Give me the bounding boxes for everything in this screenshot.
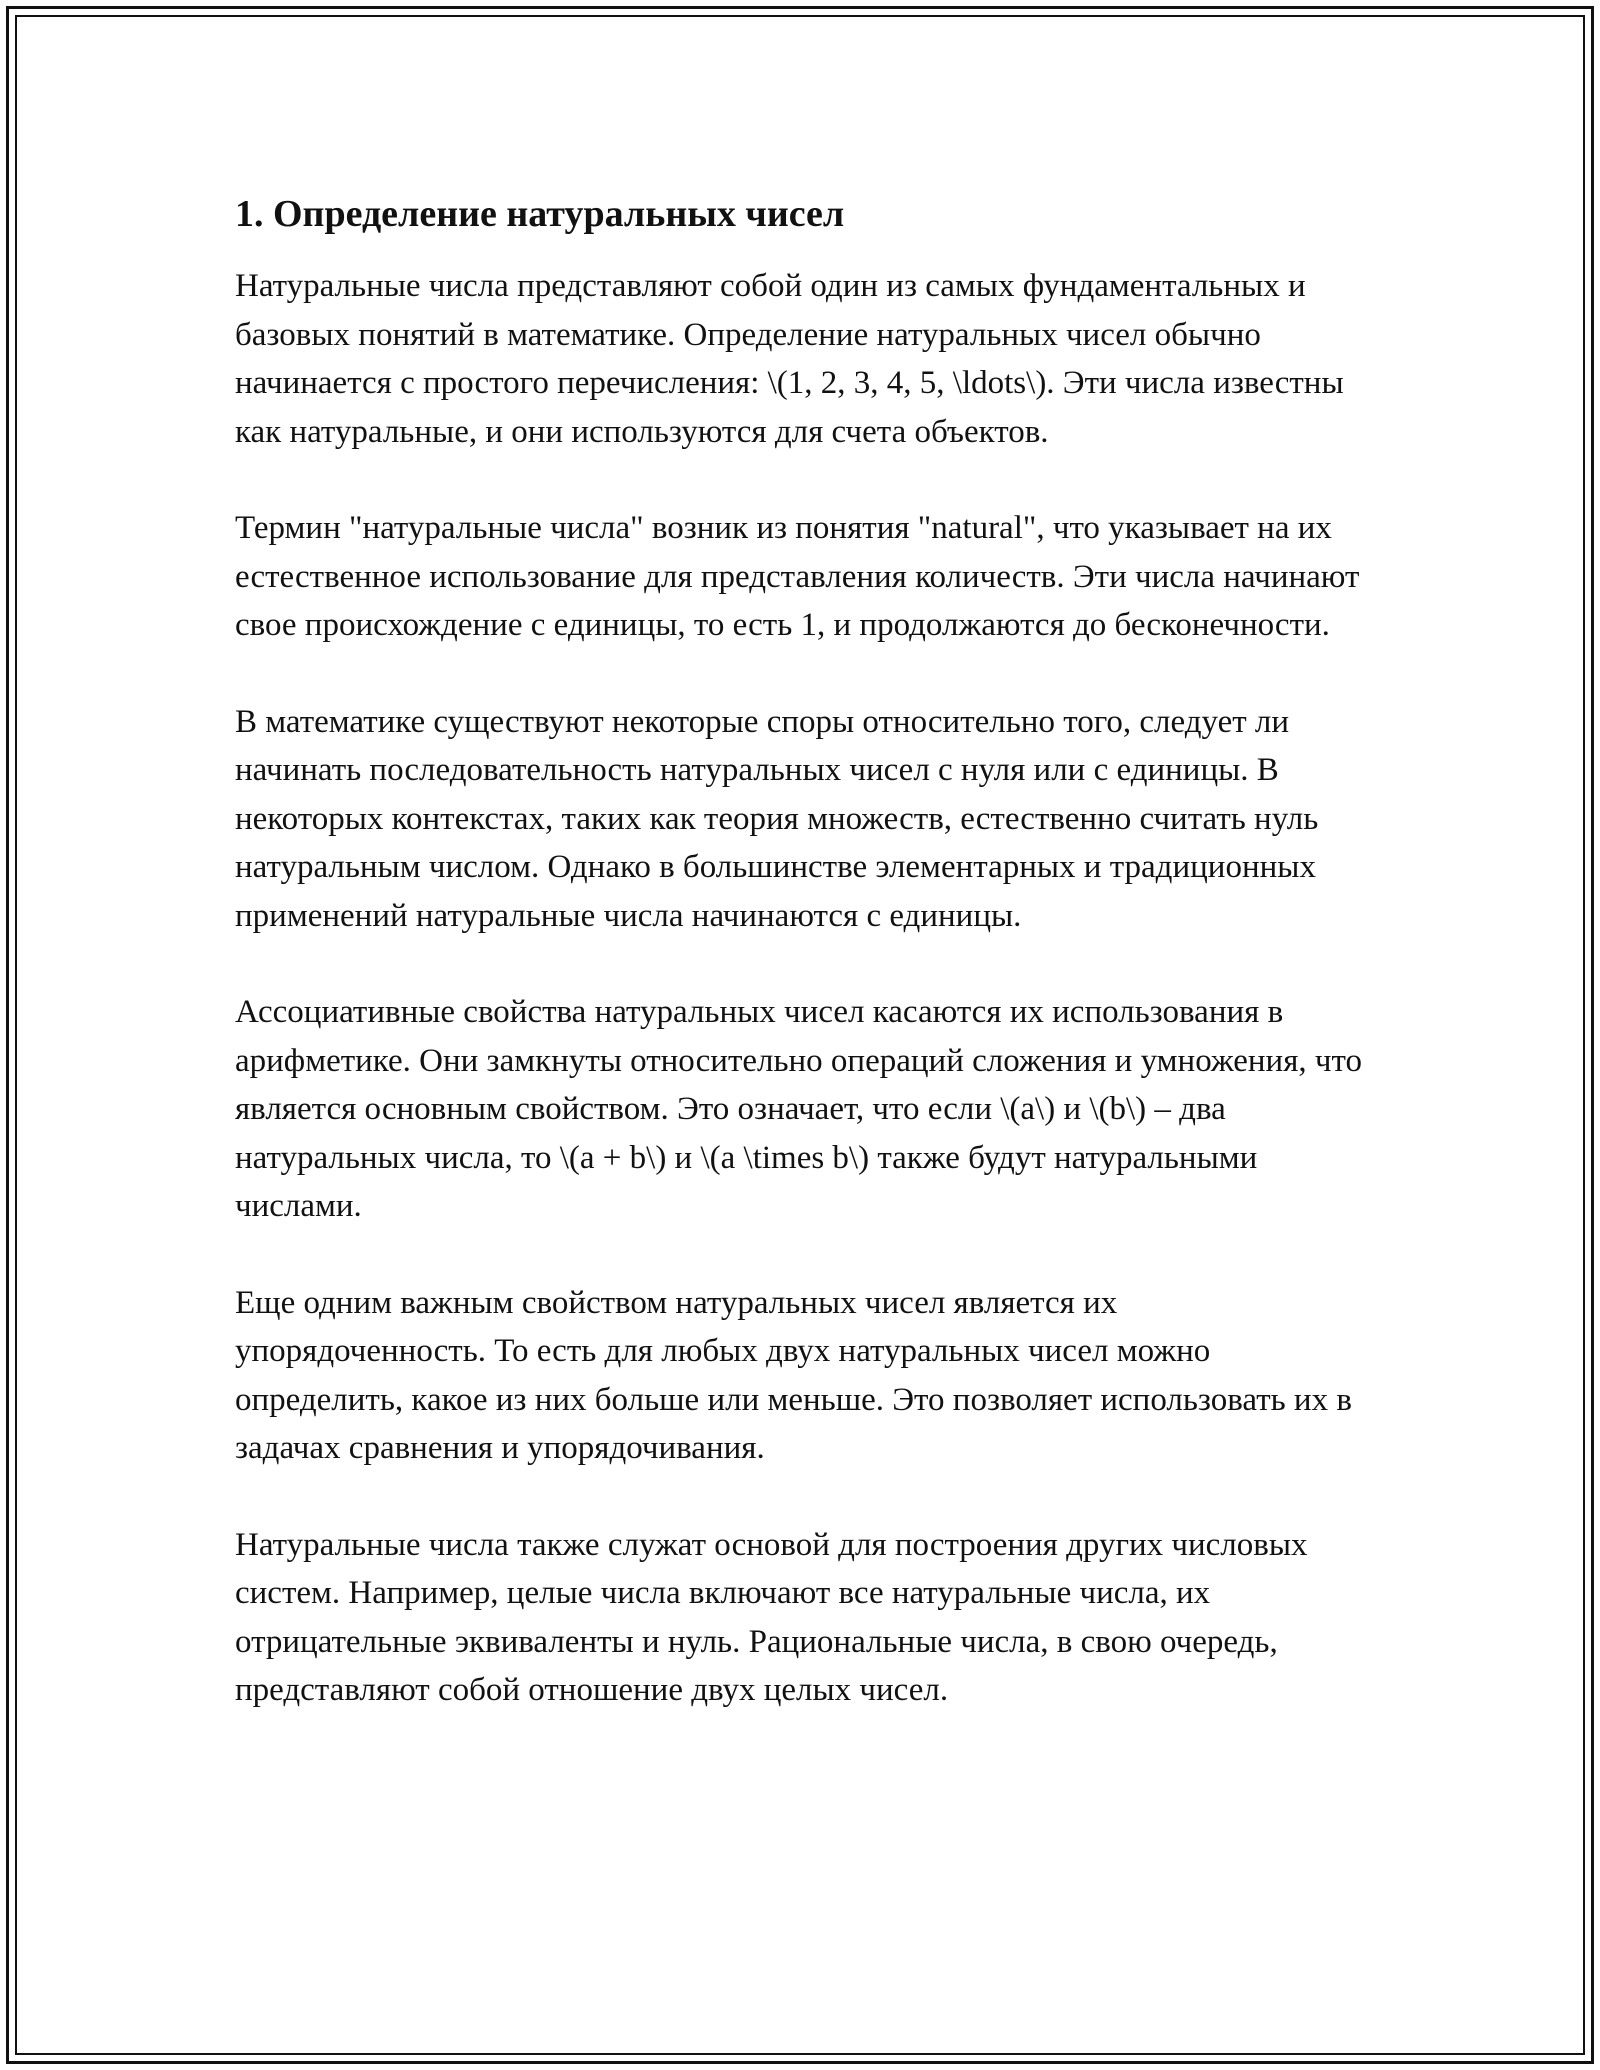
section-heading: 1. Определение натуральных чисел [235,193,845,235]
paragraph-zero-debate: В математике существуют некоторые споры относительно того, следует ли начинать последовательность натуральных чисел с нуля или с единицы. В некоторых контекстах, таких как теория множеств, естественно считать нуль натуральным числом. Однако в большинстве элементарных и традиционных применений натуральные числа начинаются с единицы. [235,703,1319,934]
document-body [235,188,1375,1763]
paragraph-number-systems: Натуральные числа также служат основой для построения других числовых систем. Например, целые числа включают все натуральные числа, их отрицательные эквиваленты и нуль. Рациональные числа, в свою очередь, представляют собой отношение двух целых чисел. [235,1526,1308,1708]
paragraph-term-origin: Термин "натуральные числа" возник из понятия "natural", что указывает на их естественное использование для представления количеств. Эти числа начинают свое происхождение с единицы, то есть 1, и продолжаются до бесконечности. [235,510,1360,643]
paragraph-ordering: Еще одним важным свойством натуральных чисел является их упорядоченность. То есть для любых двух натуральных чисел можно определить, какое из них больше или меньше. Это позволяет использовать их в задачах сравнения и упорядочивания. [235,1284,1352,1466]
paragraph-definition: Натуральные числа представляют собой один из самых фундаментальных и базовых понятий в математике. Определение натуральных чисел обычно начинается с простого перечисления: \(1, 2, 3, 4, 5, \ldots\). Эти числа известны как натуральные, и они используются для счета объектов. [235,268,1344,450]
paragraph-associative-properties: Ассоциативные свойства натуральных чисел касаются их использования в арифметике. Они замкнуты относительно операций сложения и умножения, что является основным свойством. Это означает, что если \(a\) и \(b\) – два натуральных числа, то \(a + b\) и \(a \times b\) также будут натуральными числами. [235,994,1362,1224]
